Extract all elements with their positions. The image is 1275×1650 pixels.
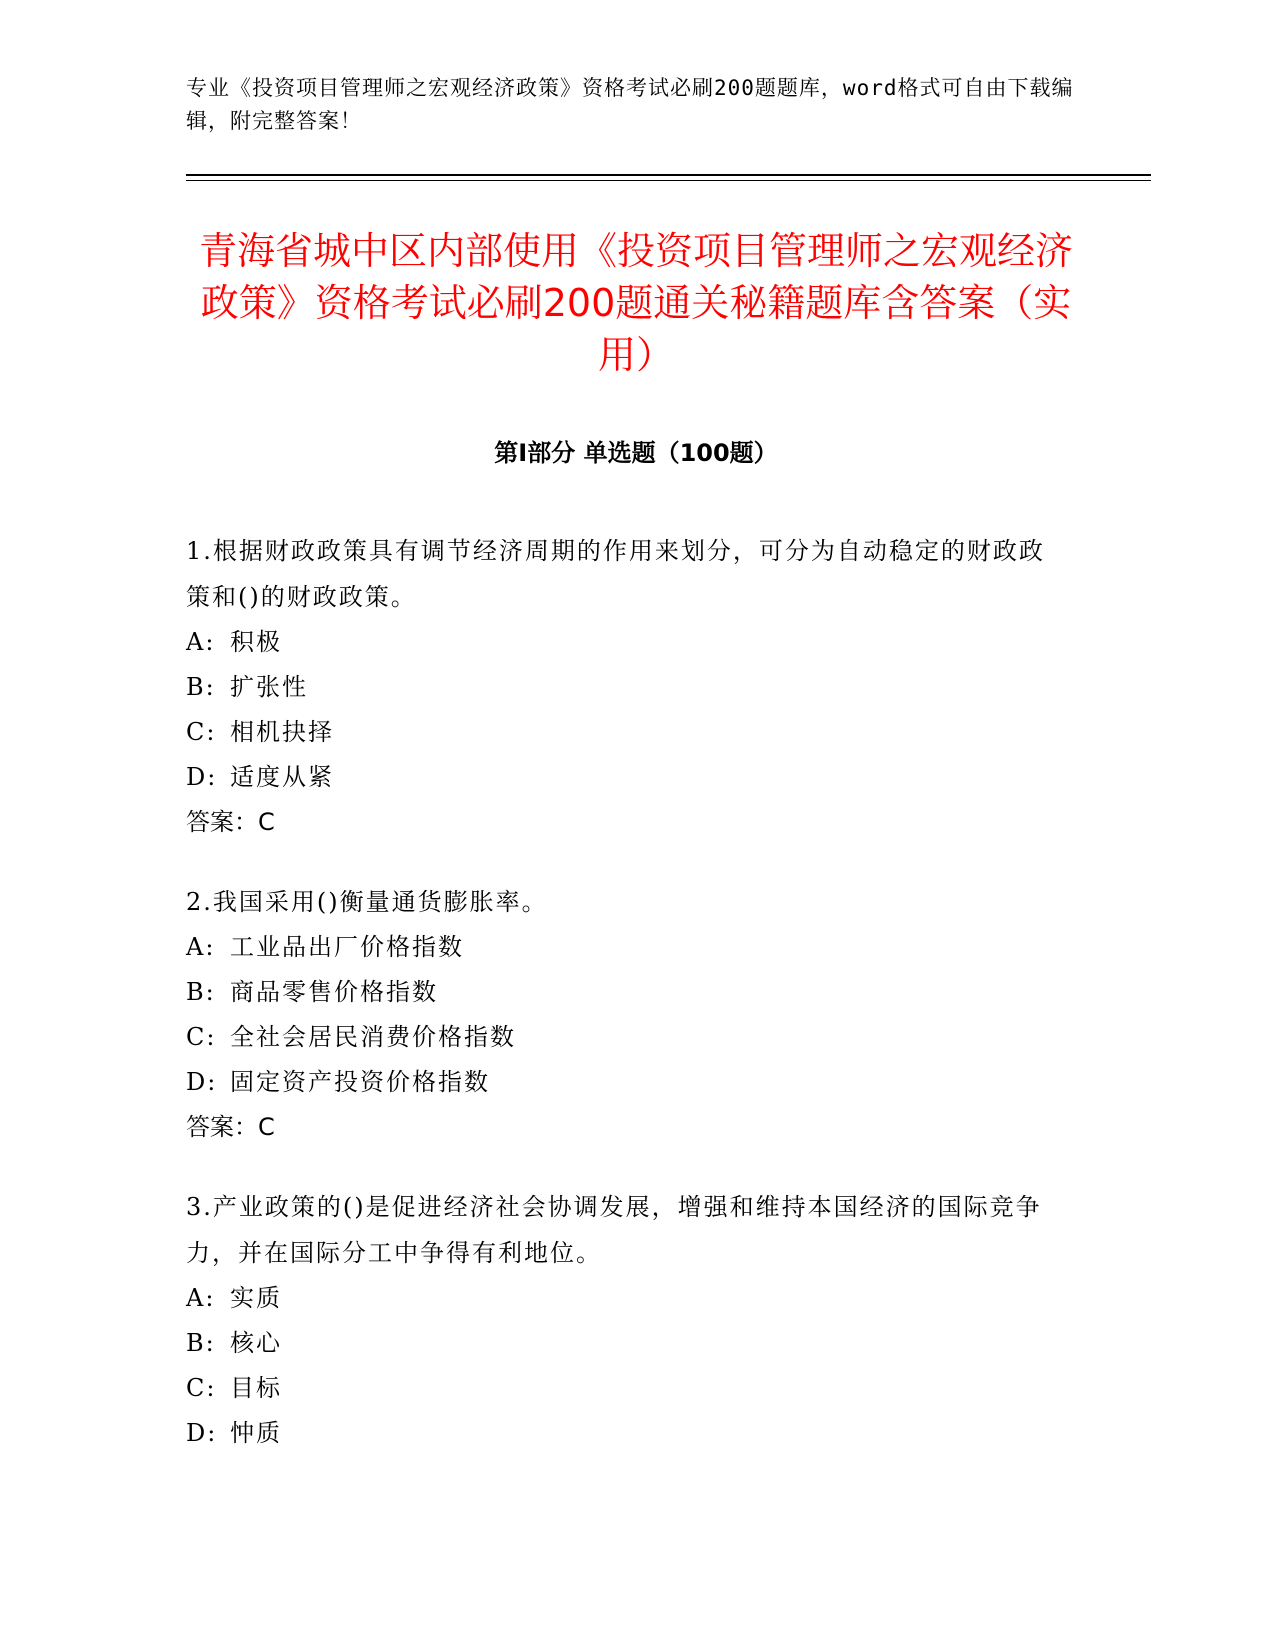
option-d: [186, 755, 1066, 800]
option-key: A:: [186, 1284, 216, 1312]
option-b: [186, 1321, 1066, 1366]
option-text: 适度从紧: [230, 763, 334, 791]
option-key: B:: [186, 673, 216, 701]
option-text: 商品零售价格指数: [230, 978, 438, 1006]
question-stem: 2.我国采用()衡量通货膨胀率。: [186, 888, 548, 916]
option-text: 目标: [230, 1374, 282, 1402]
option-text: 实质: [230, 1284, 282, 1312]
option-text: 工业品出厂价格指数: [230, 933, 464, 961]
option-d: [186, 1060, 1066, 1105]
header-note: 专业《投资项目管理师之宏观经济政策》资格考试必刷200题题库，word格式可自由下载编辑，附完整答案！: [186, 76, 1074, 133]
option-b: [186, 665, 1066, 710]
option-text: 积极: [230, 628, 282, 656]
option-d: [186, 1411, 1066, 1456]
section-title: 第Ⅰ部分 单选题（100题）: [494, 439, 778, 467]
option-key: C:: [186, 718, 217, 746]
option-a: [186, 1276, 1066, 1321]
option-c: [186, 1015, 1066, 1060]
option-text: 忡质: [230, 1419, 282, 1447]
option-text: 固定资产投资价格指数: [230, 1068, 490, 1096]
question-3: [186, 1184, 1066, 1456]
option-text: 扩张性: [230, 673, 308, 701]
option-key: B:: [186, 1329, 216, 1357]
option-key: C:: [186, 1023, 217, 1051]
header-divider-thin: [186, 180, 1151, 181]
question-list: [186, 528, 1066, 1490]
answer-line: 答案：C: [186, 808, 275, 836]
option-a: [186, 620, 1066, 665]
question-1: [186, 528, 1066, 845]
option-b: [186, 970, 1066, 1015]
document-title: 青海省城中区内部使用《投资项目管理师之宏观经济政策》资格考试必刷200题通关秘籍题库含答案（实用）: [198, 229, 1073, 377]
option-text: 全社会居民消费价格指数: [230, 1023, 516, 1051]
option-key: A:: [186, 933, 216, 961]
header-divider-thick: [186, 174, 1151, 176]
option-key: C:: [186, 1374, 217, 1402]
option-key: B:: [186, 978, 216, 1006]
option-text: 核心: [230, 1329, 282, 1357]
option-a: [186, 925, 1066, 970]
option-c: [186, 710, 1066, 755]
question-stem: 3.产业政策的()是促进经济社会协调发展，增强和维持本国经济的国际竞争力，并在国际分工中争得有利地位。: [186, 1193, 1042, 1267]
option-text: 相机抉择: [230, 718, 334, 746]
option-c: [186, 1366, 1066, 1411]
answer-line: 答案：C: [186, 1113, 275, 1141]
question-2: [186, 879, 1066, 1150]
option-key: D:: [186, 1419, 218, 1447]
option-key: D:: [186, 1068, 218, 1096]
question-stem: 1.根据财政政策具有调节经济周期的作用来划分，可分为自动稳定的财政政策和()的财政政策。: [186, 537, 1045, 611]
option-key: D:: [186, 763, 218, 791]
option-key: A:: [186, 628, 216, 656]
